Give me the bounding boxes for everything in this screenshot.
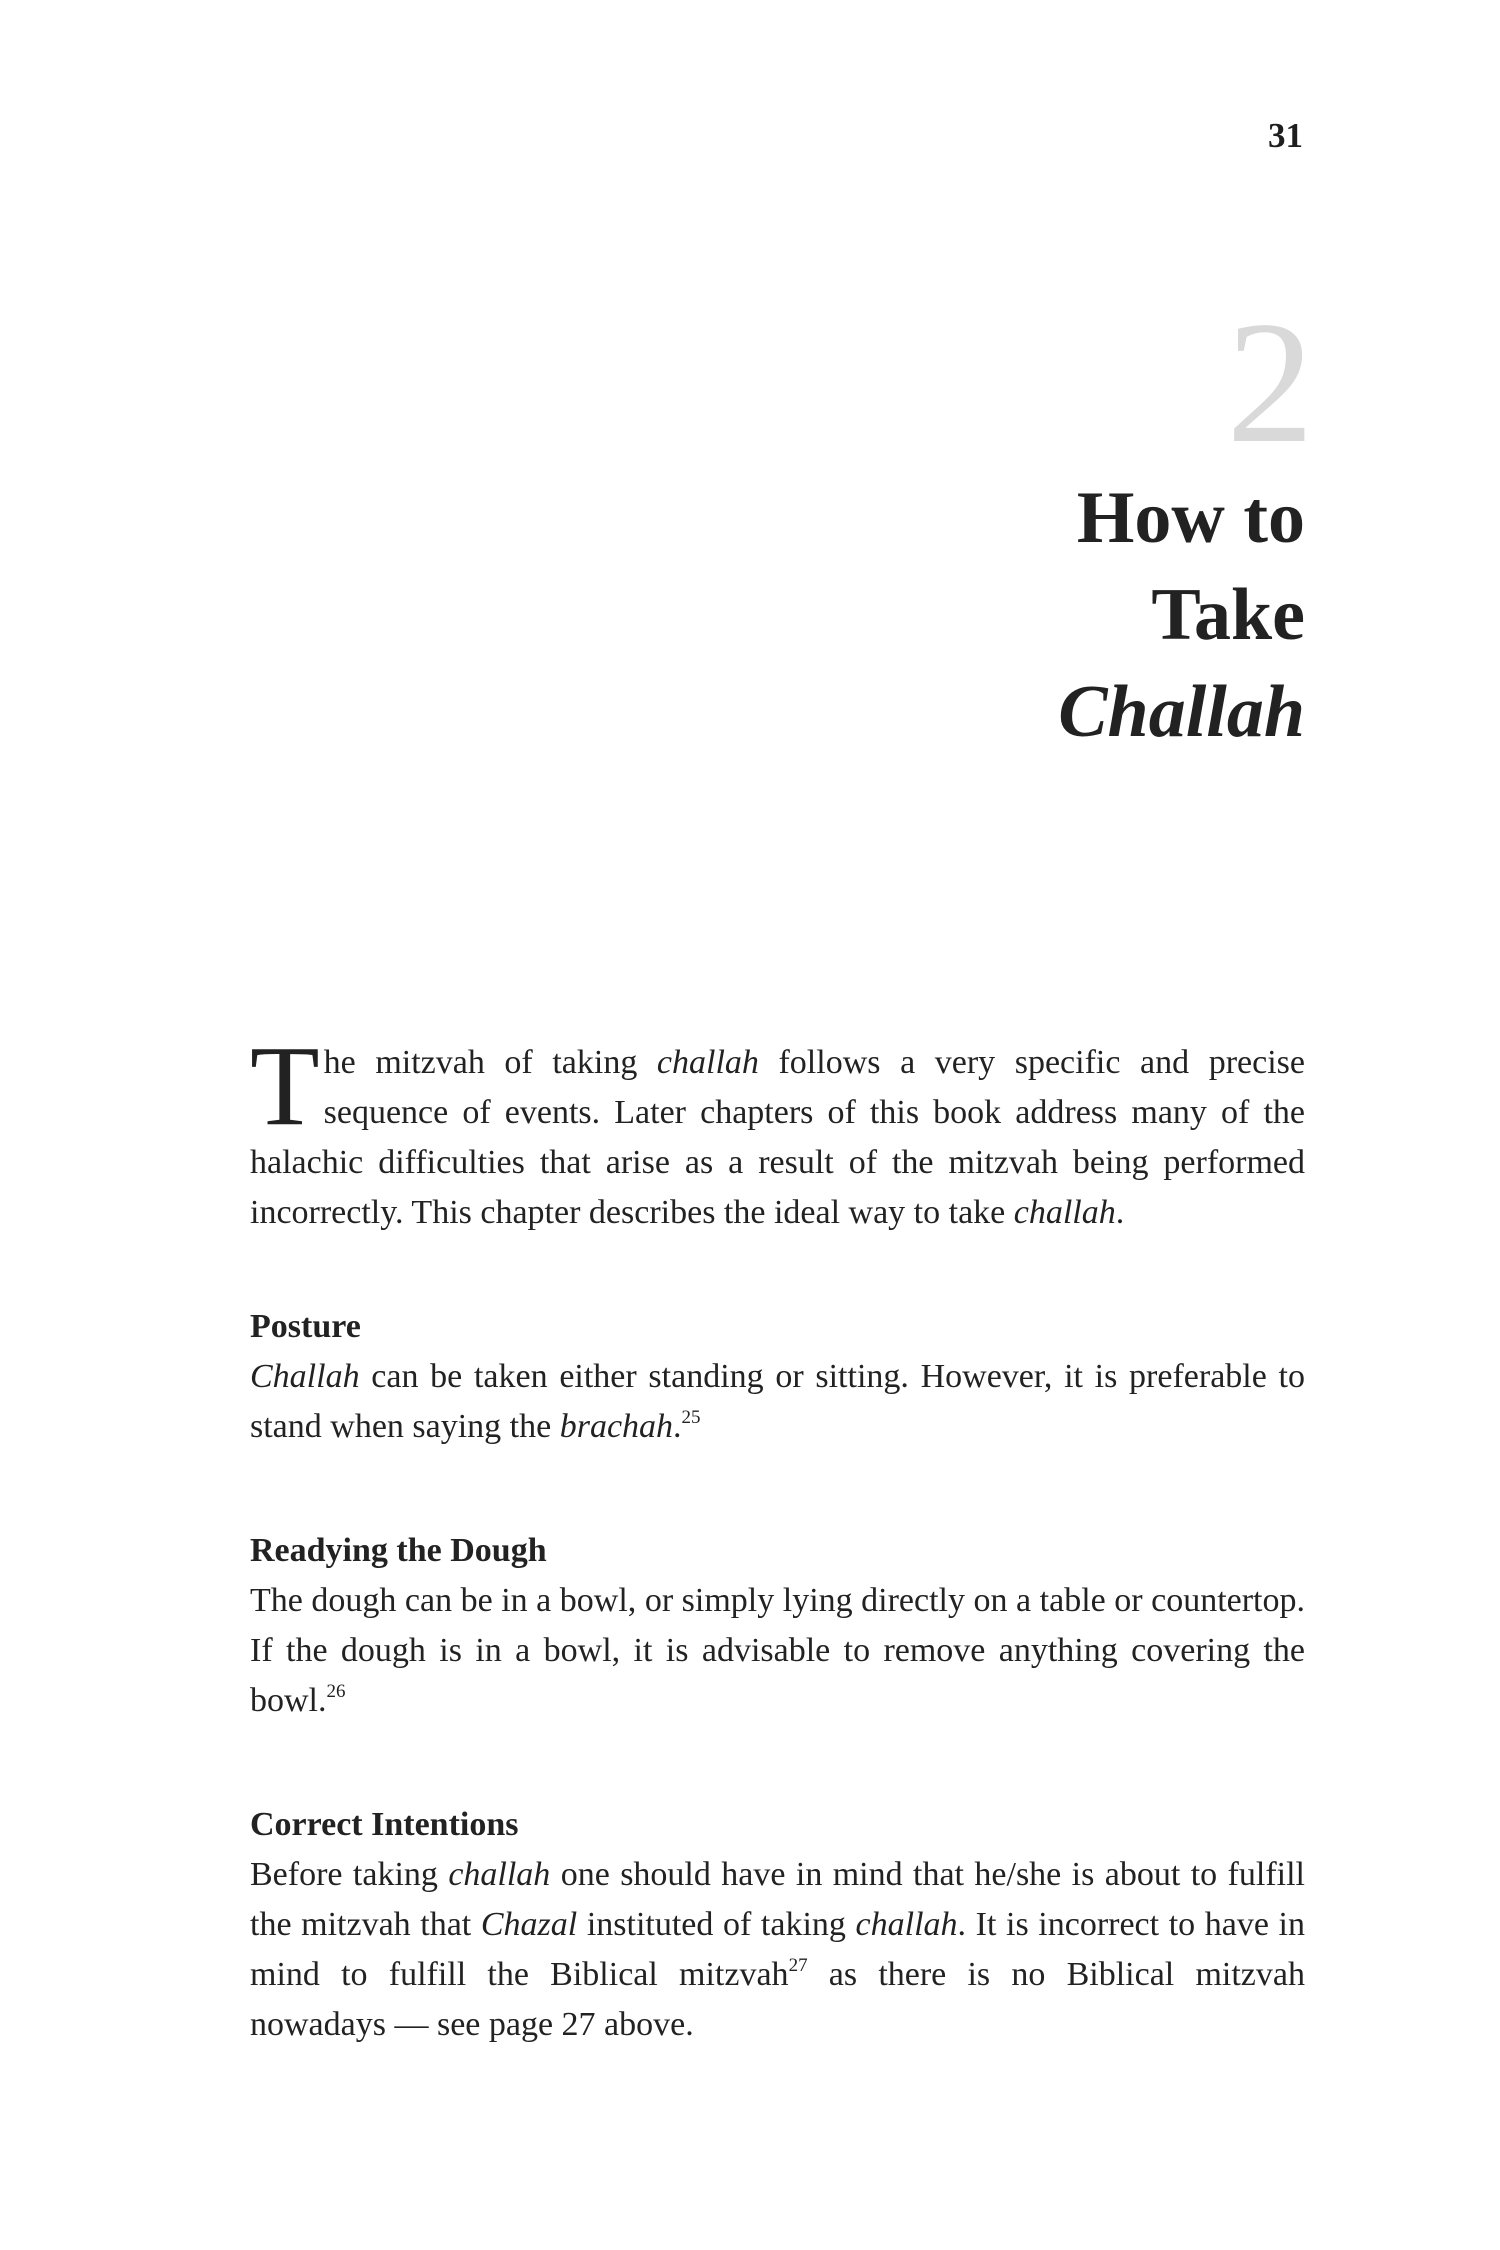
intro-italic-2: challah xyxy=(1013,1194,1116,1231)
section-heading: Posture xyxy=(250,1308,361,1345)
section-text: . It is incorrect to have in mind to fulfill the Biblical mitzvah xyxy=(250,1906,1305,1993)
section-body xyxy=(250,1850,1305,2050)
footnote-marker[interactable]: 27 xyxy=(788,1955,808,1976)
chapter-number: 2 xyxy=(1226,285,1314,479)
section-heading: Correct Intentions xyxy=(250,1806,519,1843)
intro-paragraph xyxy=(250,1022,1305,1238)
drop-cap: T xyxy=(250,1022,320,1149)
section-text: instituted of taking xyxy=(577,1906,856,1943)
section-posture xyxy=(250,1302,1305,1452)
section-text: Before taking xyxy=(250,1856,449,1893)
section-correct-intentions xyxy=(250,1800,1305,2050)
section-readying-the-dough xyxy=(250,1526,1305,1726)
footnote-marker[interactable]: 25 xyxy=(681,1407,701,1428)
section-text: can be taken either standing or sitting. However, it is preferable to stand when saying the xyxy=(250,1358,1305,1445)
section-text: . xyxy=(673,1408,682,1445)
chapter-title-line-3: Challah xyxy=(1058,671,1305,753)
section-body xyxy=(250,1352,1305,1452)
footnote-marker[interactable]: 26 xyxy=(326,1681,346,1702)
section-body xyxy=(250,1576,1305,1726)
intro-text-2: follows a very specific and precise sequence of events. Later chapters of this book address many of the halachic difficulties that arise as a result of the mitzvah being performed incorrectly. This chapter describes the ideal way to take xyxy=(250,1044,1305,1231)
page-number: 31 xyxy=(1268,116,1303,155)
section-italic: Chazal xyxy=(480,1906,578,1943)
chapter-title-line-2: Take xyxy=(1151,574,1305,656)
intro-italic-1: challah xyxy=(656,1044,759,1081)
section-text: The dough can be in a bowl, or simply lying directly on a table or countertop. If the dough is in a bowl, it is advisable to remove anything covering the bowl. xyxy=(250,1582,1305,1719)
intro-text-1: he mitzvah of taking xyxy=(323,1044,657,1081)
section-italic: Challah xyxy=(250,1358,360,1395)
section-italic: challah xyxy=(855,1906,958,1943)
chapter-title xyxy=(1058,470,1305,761)
chapter-title-line-1: How to xyxy=(1076,477,1305,559)
section-text: one should have in mind that he/she is about to fulfill the mitzvah that xyxy=(250,1856,1305,1943)
section-italic: challah xyxy=(448,1856,551,1893)
section-heading: Readying the Dough xyxy=(250,1532,547,1569)
intro-text-3: . xyxy=(1115,1194,1125,1231)
section-italic: brachah xyxy=(559,1408,674,1445)
section-text: as there is no Biblical mitzvah nowadays — see page 27 above. xyxy=(250,1956,1305,2043)
